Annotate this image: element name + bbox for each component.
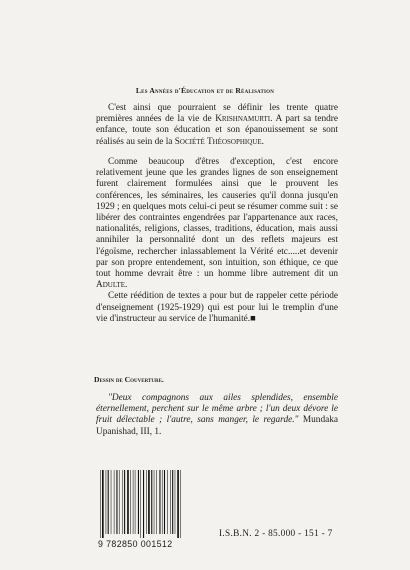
quote-source: Mundaka Upanishad, III, 1.: [96, 415, 339, 437]
cover-quote: [96, 393, 338, 438]
barcode-digits: 9 782850 001512: [98, 539, 173, 549]
quote-text: "Deux compagnons aux ailes splendides, ensemble éternellement, perchent sur le même arbre ; l'un deux dévore le fruit délectable ; l'autre, sans manger, le regarde.": [96, 393, 338, 426]
society-name: Société Théosophique: [174, 136, 262, 147]
intro-paragraph-1: C'est ainsi que pourraient se définir les trente quatre premières années de la vie de Krishnamurti. A part sa tendre enfance, toute son éducation et son épanouissement se sont réalisés au sein de la Société Théosophique.: [96, 103, 338, 147]
intro-paragraph-2: Comme beaucoup d'êtres d'exception, c'est encore relativement jeune que les grandes lignes de son enseignement furent clairement formulées ainsi que le prouvent les conférences, les séminaires, les causeries qu'il donna jusqu'en 1929 ; en quelques mots celui-ci peut se résumer comme suit : se libérer des contraintes engendrées par l'appartenance aux races, nationalités, religions, classes, traditions, éducation, mais aussi annihiler la personnalité dont un des reflets majeurs est l'égoïsme, rechercher inlassablement la Vérité etc.....et devenir par son propre entendement, son intuition, son éthique, ce que tout homme devrait être : un homme libre autrement dit un Adulte. Cette réédition de textes a pour but de rappeler cette période d'enseignement (1925-1929) qui est pour lui le tremplin d'une vie d'instructeur au service de l'humanité.■: [96, 157, 338, 324]
adult-word: Adulte: [96, 280, 126, 291]
author-name: Krishnamurti: [215, 114, 271, 125]
isbn-text: I.S.B.N. 2 - 85.000 - 151 - 7: [219, 529, 333, 539]
end-mark-icon: ■: [250, 313, 256, 324]
barcode-icon: [98, 470, 188, 538]
cover-heading: Dessin de Couverture.: [94, 375, 164, 384]
page-title: Les Années d'Éducation et de Réalisation: [135, 86, 275, 95]
reedition-paragraph: Cette réédition de textes a pour but de rappeler cette période d'enseignement (1925-1929) qui est pour lui le tremplin d'une vie d'instructeur au service de l'humanité.■: [96, 291, 338, 324]
